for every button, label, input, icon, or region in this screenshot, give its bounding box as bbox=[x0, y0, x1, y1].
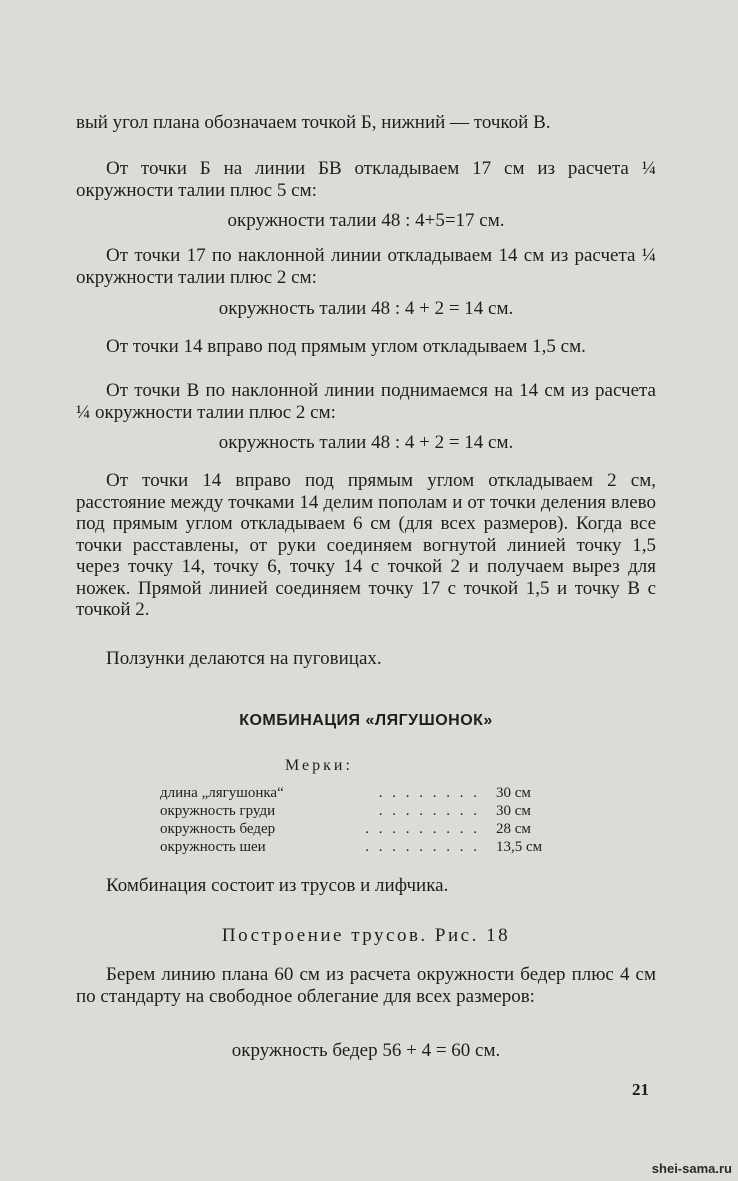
measurement-value: 28 см bbox=[496, 821, 531, 837]
measurement-leader-dots: . . . . . . . . . bbox=[365, 839, 480, 855]
paragraph-from-point-b: От точки Б на линии БВ откладываем 17 см из расчета ¼ окружности талии плюс 5 см: bbox=[76, 158, 656, 201]
measurement-label: длина „лягушонка“ bbox=[160, 785, 284, 801]
paragraph-leg-cutout: От точки 14 вправо под прямым углом откладываем 2 см, расстояние между точками 14 делим пополам и от точки деления влево под прямым углом откладываем 6 см (для всех размеров). Когда все точки расставлены, от руки соединяем вогнутой линией точку 1,5 через точку 14, точку 6, точку 14 с точкой 2 и получаем вырез для ножек. Прямой линией соединяем точку 17 с точкой 1,5 и точку В с точкой 2. bbox=[76, 470, 656, 620]
measurement-value: 13,5 см bbox=[496, 839, 543, 855]
page-number: 21 bbox=[632, 1080, 649, 1099]
measurement-value: 30 см bbox=[496, 785, 531, 801]
section-heading: КОМБИНАЦИЯ «ЛЯГУШОНОК» bbox=[239, 712, 493, 729]
measurement-label: окружность шеи bbox=[160, 839, 266, 855]
paragraph-point-b: вый угол плана обозначаем точкой Б, нижний — точкой В. bbox=[76, 112, 551, 133]
measurement-label: окружность груди bbox=[160, 803, 276, 819]
watermark-text: shei-sama.ru bbox=[651, 1161, 732, 1176]
subheading-construction: Построение трусов. Рис. 18 bbox=[221, 925, 511, 946]
formula-waist-14-a: окружность талии 48 : 4 + 2 = 14 см. bbox=[218, 298, 514, 319]
measurement-label: окружность бедер bbox=[160, 821, 276, 837]
paragraph-combination: Комбинация состоит из трусов и лифчика. bbox=[106, 875, 449, 896]
measurement-value: 30 см bbox=[496, 803, 531, 819]
formula-waist-17: окружности талии 48 : 4+5=17 см. bbox=[227, 210, 505, 231]
formula-hips-60: окружность бедер 56 + 4 = 60 см. bbox=[231, 1040, 501, 1061]
measurement-row bbox=[160, 838, 560, 856]
measurement-row bbox=[160, 784, 560, 802]
measurement-row bbox=[160, 802, 560, 820]
measurement-leader-dots: . . . . . . . . bbox=[378, 785, 480, 801]
measurements-title: Мерки: bbox=[285, 757, 353, 774]
measurement-leader-dots: . . . . . . . . . bbox=[365, 821, 480, 837]
measurement-row bbox=[160, 820, 560, 838]
paragraph-buttons: Ползунки делаются на пуговицах. bbox=[106, 648, 382, 669]
paragraph-from-point-v: От точки В по наклонной линии поднимаемся на 14 см из расчета ¼ окружности талии плюс 2 см: bbox=[76, 380, 656, 423]
formula-waist-14-b: окружность талии 48 : 4 + 2 = 14 см. bbox=[218, 432, 514, 453]
paragraph-from-point-17: От точки 17 по наклонной линии откладываем 14 см из расчета ¼ окружности талии плюс 2 см: bbox=[76, 245, 656, 288]
paragraph-plan-line: Берем линию плана 60 см из расчета окружности бедер плюс 4 см по стандарту на свободное облегание для всех размеров: bbox=[76, 964, 656, 1007]
paragraph-from-point-14: От точки 14 вправо под прямым углом откладываем 1,5 см. bbox=[106, 336, 586, 357]
measurement-leader-dots: . . . . . . . . bbox=[378, 803, 480, 819]
